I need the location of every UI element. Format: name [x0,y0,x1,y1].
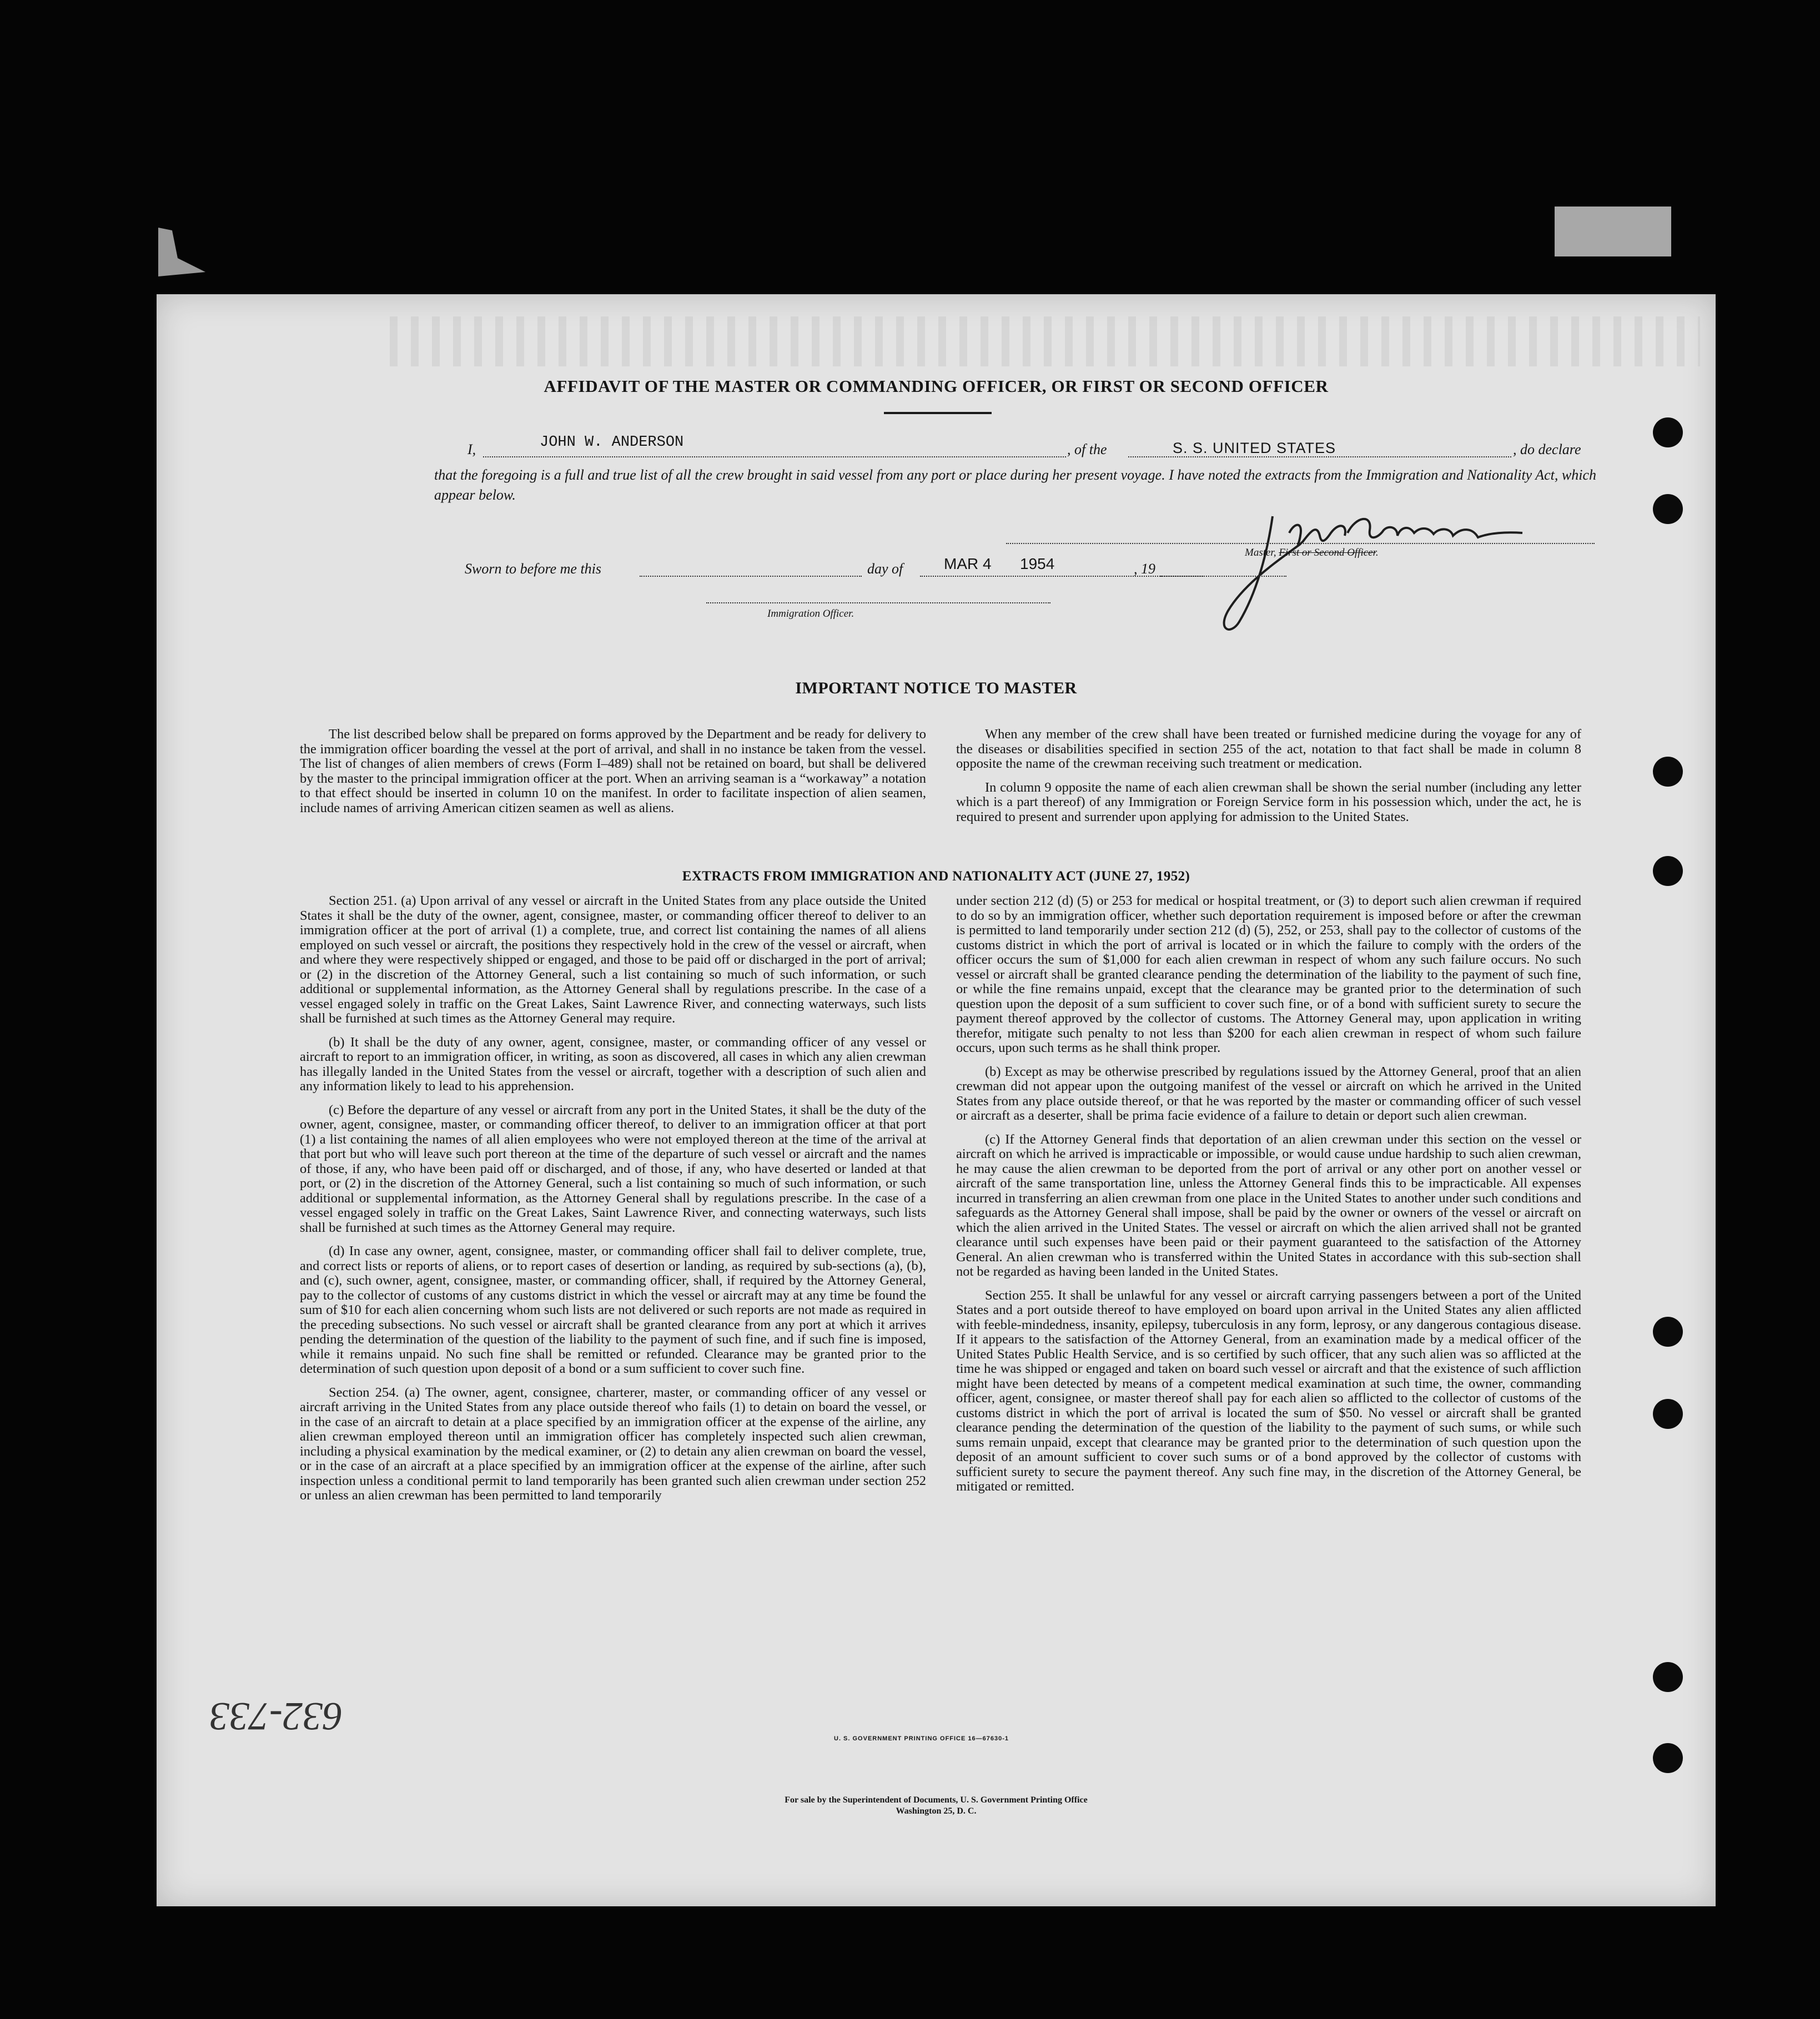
section-251-c: (c) Before the departure of any vessel or aircraft from any port in the United States, it shall be the duty of the owner, agent, consignee, master, or commanding officer thereof, to deliver to an immigration officer at that port (1) a list containing the names of all alien employees who were not employed thereon at the time of the arrival at that port but who will leave such port thereon at the time of the departure of such vessel or aircraft and the names of those, if any, who have been paid off or discharged, and of those, if any, who have deserted or landed at that port, or (2) in the discretion of the Attorney General, such a list containing so much of such information, or such additional or supplemental information, as the Attorney General shall by regulations prescribe. In the case of a vessel engaged solely in traffic on the Great Lakes, Saint Lawrence River, and connecting waterways, such lists shall be furnished at such times as the Attorney General may require. [300,1102,926,1235]
section-251-d: (d) In case any owner, agent, consignee, master, or commanding officer shall fail to deliver complete, true, and correct lists or reports of aliens, or to report cases of desertion or landing, as required by sub-sections (a), (b), and (c), such owner, agent, consignee, master, or commanding officer, shall, if required by the Attorney General, pay to the collector of customs of any customs district in which the vessel or aircraft may at any time be found the sum of $10 for each alien concerning whom such lists are not delivered or such reports are not made as required in the preceding subsections. No such vessel or aircraft shall be granted clearance from any port at which it arrives pending the determination of the question of the liability to the payment of such fine, and if such fine is imposed, while it remains unpaid. No such fine shall be remitted or refunded. Clearance may be granted prior to the determination of such question upon deposit of a bond or a sum sufficient to cover such fine. [300,1243,926,1376]
margin-handwritten-number: 632-733 [209,1694,343,1739]
notice-left-column [300,727,926,815]
punch-hole [1653,1399,1683,1429]
affidavit-page [157,294,1716,1906]
extracts-right-column [956,894,1581,1494]
immigration-officer-label: Immigration Officer. [767,608,854,620]
master-label-prefix: Master, [1245,547,1276,558]
punch-hole [1653,417,1683,447]
punch-hole [1653,1743,1683,1773]
extracts-title: EXTRACTS FROM IMMIGRATION AND NATIONALITY ACT (JUNE 27, 1952) [682,869,1190,884]
sworn-date-stamp: MAR 4 [944,555,992,572]
section-251-a: Section 251. (a) Upon arrival of any vessel or aircraft in the United States from any place outside the United States it shall be the duty of the owner, agent, consignee, master, or commanding officer thereof to deliver to an immigration officer at the port of arrival (1) a complete, true, and correct list containing the names of all aliens employed on such vessel or aircraft, the positions they respectively hold in the crew of the vessel or aircraft, when and where they were respectively shipped or engaged, and those to be paid off or discharged in the port of arrival; or (2) in the discretion of the Attorney General, such a list containing so much of such information, or such additional or supplemental information, as the Attorney General shall by regulations prescribe. In the case of a vessel engaged solely in traffic on the Great Lakes, Saint Lawrence River, and connecting waterways, such lists shall be furnished at such times as the Attorney General may require. [300,893,926,1026]
day-of-label: day of [867,561,903,577]
sale-notice [157,1795,1716,1817]
section-254-a-continued: under section 212 (d) (5) or 253 for medical or hospital treatment, or (3) to deport such alien crewman if required to do so by an immigration officer, whether such deportation requirement is imposed before or after the crewman is permitted to land temporarily under section 212 (d) (5), 252, or 253, shall pay to the collector of customs of the customs district in which the port of arrival is located or in which the failure to comply with the orders of the officer occurs the sum of $1,000 for each alien crewman in respect of whom any such failure occurs. No such vessel or aircraft shall be granted clearance pending the determination of the liability to the payment of such fine, or while the fine remains unpaid, except that the clearance may be granted prior to the determination of such question upon the deposit of a sum sufficient to cover such fine, or of a bond with sufficient surety to secure the payment thereof approved by the collector of customs. The Attorney General may, upon application in writing therefor, mitigate such penalty to not less than $200 for each alien crewman in respect of whom such failure occurs, upon such terms as he shall think proper. [956,893,1581,1055]
master-label-struck: First or Second Officer [1279,547,1376,558]
notice-right-paragraph-1: When any member of the crew shall have been treated or furnished medicine during the voyage for any of the diseases or disabilities specified in section 255 of the act, notation to that fact shall be made in column 8 opposite the name of the crewman receiving such treatment or medication. [956,727,1581,771]
notice-left-paragraph: The list described below shall be prepared on forms approved by the Department and be ready for delivery to the immigration officer boarding the vessel at the port of arrival, and shall in no instance be taken from the vessel. The list of changes of alien members of crews (Form I–489) shall not be retained on board, but shall be delivered by the master to the principal immigration officer at the port. When an arriving seaman is a “workaway” a notation to that effect should be inserted in column 10 on the manifest. In order to facilitate inspection of alien seamen, include names of arriving American citizen seamen as well as aliens. [300,727,926,815]
punch-hole [1653,494,1683,524]
sale-notice-line-2: Washington 25, D. C. [896,1806,977,1816]
printing-office-code: U. S. GOVERNMENT PRINTING OFFICE 16—67630-1 [834,1735,1009,1742]
sworn-date-blank [920,576,1286,577]
section-255: Section 255. It shall be unlawful for any vessel or aircraft carrying passengers between a port of the United States and a port outside thereof to have employed on board upon arrival in the United States any alien afflicted with feeble-mindedness, insanity, epilepsy, tuberculosis in any form, leprosy, or any dangerous contagious disease. If it appears to the satisfaction of the Attorney General, from an examination made by a medical officer of the United States Public Health Service, and is so certified by such officer, that any such alien was so afflicted at the time he was shipped or engaged and taken on board such vessel or aircraft and that the existence of such affliction might have been detected by means of a competent medical examination at such time, the owner, commanding officer, agent, consignee, or master thereof shall pay for each alien so afflicted to the collector of customs of the customs district in which the port of arrival is located the sum of $50. No vessel or aircraft shall be granted clearance pending the determination of the question of the liability to the payment of such sums, or while such sums remain unpaid, except that clearance may be granted prior to the determination of such question upon the deposit of an amount sufficient to cover such sums or of a bond approved by the collector of customs with sufficient surety to secure the payment thereof. Any such fine may, in the discretion of the Attorney General, be mitigated or remitted. [956,1287,1581,1494]
master-label [1245,547,1379,559]
scan-corner-mark [155,228,205,278]
master-label-end: . [1375,547,1379,558]
scan-tab-right [1555,207,1671,256]
section-254-a: Section 254. (a) The owner, agent, consignee, charterer, master, or commanding officer of any vessel or aircraft arriving in the United States from any place outside thereof who fails (1) to detain on board the vessel, or in the case of an aircraft to detain at a place specified by an immigration officer at the expense of the airline, any alien crewman employed thereon until an immigration officer has completely inspected such alien crewman, including a physical examination by the medical examiner, or (2) to detain any alien crewman on board the vessel, or in the case of an aircraft at a place specified by an immigration officer at the expense of the airline, after such inspection unless a conditional permit to land temporarily has been granted such alien crewman under section 252 or unless an alien crewman has been permitted to land temporarily [300,1384,926,1503]
title-rule [884,412,992,414]
name-blank-line [483,456,1066,457]
sworn-day-blank [640,576,862,577]
punch-hole [1653,1662,1683,1692]
vessel-name: S. S. UNITED STATES [1173,440,1336,456]
immigration-officer-line [706,602,1050,603]
extracts-left-column [300,894,926,1503]
bleed-through-text [390,316,1700,366]
section-254-b: (b) Except as may be otherwise prescribed by regulations issued by the Attorney General, proof that an alien crewman did not appear upon the outgoing manifest of the vessel or aircraft on which he arrived in the United States from any place outside thereof, or that he was reported by the master or commanding officer of such vessel or aircraft as a deserter, shall be prima facie evidence of a failure to detain or deport such alien crewman. [956,1064,1581,1123]
master-signature [1206,511,1539,638]
of-the-label: , of the [1067,441,1107,457]
sworn-year-stamp: 1954 [1020,555,1055,572]
punch-hole [1653,757,1683,787]
punch-hole [1653,1317,1683,1347]
sworn-prefix: Sworn to before me this [465,561,602,577]
declarant-prefix: I, [467,441,476,457]
notice-right-paragraph-2: In column 9 opposite the name of each alien crewman shall be shown the serial number (including any letter which is a part thereof) of any Immigration or Foreign Service form in his possession which, under the act, he is required to present and surrender upon applying for admission to the United States. [956,779,1581,824]
section-254-c: (c) If the Attorney General finds that deportation of an alien crewman under this section on the vessel or aircraft on which he arrived is impracticable or impossible, or would cause undue hardship to such alien crewman, he may cause the alien crewman to be deported from the port of arrival or any other port on another vessel or aircraft of the same transportation line, unless the Attorney General finds this to be impracticable. All expenses incurred in transferring an alien crewman from one place in the United States to another under such conditions and safeguards as the Attorney General shall impose, shall be paid by the owner or owners of the vessel or aircraft on which the alien arrived in the United States. The vessel or aircraft on which the alien arrived shall not be granted clearance until such expenses have been paid or their payment guaranteed to the satisfaction of the Attorney General. An alien crewman who is transferred within the United States in accordance with this sub-section shall not be regarded as having been landed in the United States. [956,1131,1581,1279]
declaration-text: that the foregoing is a full and true list of all the crew brought in said vessel from any port or place during her present voyage. I have noted the extracts from the Immigration and Nationality Act, which appear below. [434,467,1596,503]
notice-right-column [956,727,1581,824]
sale-notice-line-1: For sale by the Superintendent of Documents, U. S. Government Printing Office [785,1795,1088,1805]
affidavit-title: AFFIDAVIT OF THE MASTER OR COMMANDING OFFICER, OR FIRST OR SECOND OFFICER [544,376,1329,396]
notice-title: IMPORTANT NOTICE TO MASTER [795,679,1077,697]
sworn-year-suffix: , 19 [1134,561,1155,577]
year-blank [1160,576,1205,577]
do-declare-label: , do declare [1513,441,1581,457]
section-251-b: (b) It shall be the duty of any owner, agent, consignee, master, or commanding officer of any vessel or aircraft to report to an immigration officer, in writing, as soon as discovered, all cases in which any alien crewman has illegally landed in the United States from the vessel or aircraft, together with a description of such alien and any information likely to lead to his apprehension. [300,1034,926,1094]
master-name: JOHN W. ANDERSON [540,434,684,451]
